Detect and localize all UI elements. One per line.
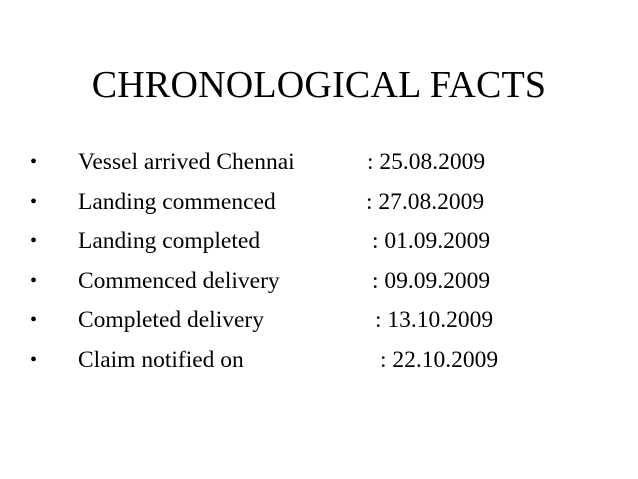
fact-item-commenced-delivery (30, 263, 630, 303)
bullet-icon: • (30, 348, 38, 371)
bullet-icon: • (30, 269, 38, 292)
fact-date: : 09.09.2009 (372, 267, 491, 294)
bullet-icon: • (30, 230, 38, 253)
fact-label: Claim notified on (78, 346, 244, 373)
fact-label: Commenced delivery (78, 267, 280, 294)
fact-item-landing-commenced (30, 184, 630, 224)
fact-item-landing-completed (30, 223, 630, 263)
bullet-icon: • (30, 309, 38, 332)
fact-date: : 22.10.2009 (380, 346, 499, 373)
fact-date: : 27.08.2009 (366, 188, 485, 215)
fact-label: Vessel arrived Chennai (78, 149, 295, 175)
fact-item-completed-delivery (30, 302, 630, 342)
fact-date: : 13.10.2009 (375, 307, 494, 334)
fact-label: Landing completed (78, 228, 261, 255)
slide-title: CHRONOLOGICAL FACTS (91, 64, 547, 106)
fact-date: : 25.08.2009 (367, 149, 486, 175)
fact-item-claim-notified (30, 342, 630, 382)
bullet-icon: • (30, 190, 38, 213)
bullet-icon: • (30, 151, 38, 173)
fact-date: : 01.09.2009 (372, 228, 491, 255)
fact-label: Completed delivery (78, 307, 264, 334)
facts-list (30, 144, 630, 382)
fact-label: Landing commenced (78, 188, 276, 215)
fact-item-vessel-arrived (30, 144, 630, 184)
